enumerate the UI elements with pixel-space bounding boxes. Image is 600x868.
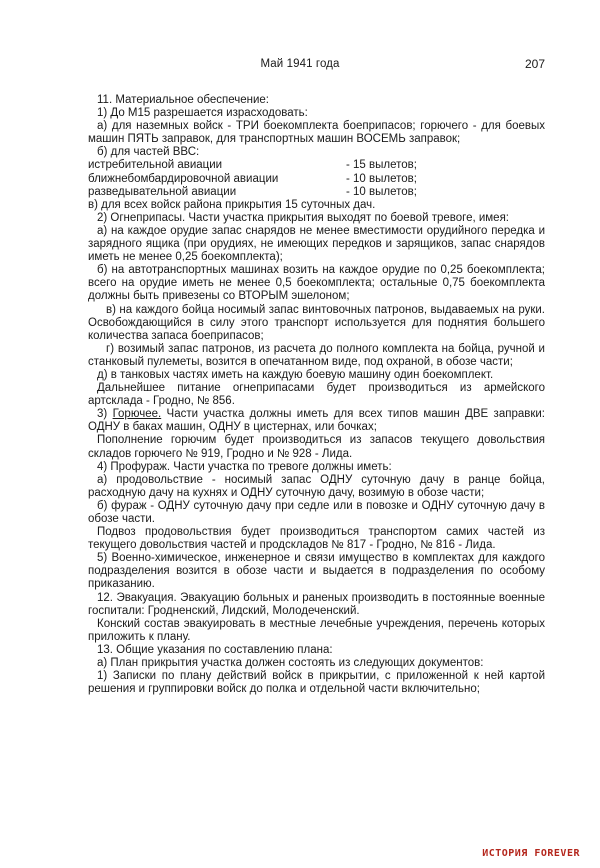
underlined-term: Горючее. [112, 408, 162, 421]
section-12-heading: 12. Эвакуация. Эвакуацию больных и раненых производить в постоянные военные госпитали: Гродненский, Лидский, Молодеченский. [88, 591, 545, 617]
paragraph: в) для всех войск района прикрытия 15 суточных дач. [88, 198, 376, 211]
paragraph: а) для наземных войск - ТРИ боекомплекта боеприпасов; горючего - для боевых машин ПЯТЬ заправок, для транспортных машин ВОСЕМЬ заправок; [88, 120, 545, 146]
paragraph: б) на автотранспортных машинах возить на каждое орудие по 0,25 боекомплекта; всего на орудие иметь не менее 0,5 боекомплекта; остальные 0,75 боекомплекта должны быть привезены со ВТОРЫМ эшелоном; [88, 264, 545, 303]
sorties-count: - 10 вылетов; [346, 185, 417, 198]
paragraph: 2) Огнеприпасы. Части участка прикрытия выходят по боевой тревоге, имея: [97, 211, 510, 224]
paragraph: Конский состав эвакуировать в местные лечебные учреждения, перечень которых приложить к плану. [88, 617, 545, 643]
sorties-row [88, 159, 545, 172]
sorties-row [88, 173, 545, 186]
paragraph: Подвоз продовольствия будет производиться транспортом самих частей из текущего довольствия частей и продскладов № 817 - Гродно, № 816 - Лида. [88, 526, 545, 552]
sorties-count: - 15 вылетов; [346, 159, 417, 172]
paragraph: в) на каждого бойца носимый запас винтовочных патронов, выдаваемых на руки. Освобождающийся в силу этого транспорт используется для поднятия большего количества запаса боеприпасов; [88, 303, 545, 342]
sorties-count: - 10 вылетов; [346, 172, 417, 185]
paragraph: г) возимый запас патронов, из расчета до полного комплекта на бойца, ручной и станковый пулеметы, возится в опечатанном виде, под охраной, в обозе части; [88, 342, 545, 368]
document-body [88, 94, 545, 696]
paragraph-number: 3) [97, 408, 113, 421]
paragraph: б) фураж - ОДНУ суточную дачу при седле или в повозке и ОДНУ суточную дачу в обозе части. [88, 499, 545, 525]
paragraph: а) на каждое орудие запас снарядов не менее вместимости орудийного передка и зарядного ящика (при орудиях, не имеющих передков и зарящиков, запас снарядов иметь не менее 0,25 боекомплекта); [88, 224, 545, 264]
aviation-type: истребительной авиации [88, 159, 223, 172]
section-13-heading: 13. Общие указания по составлению плана: [97, 643, 333, 656]
section-11-heading: 11. Материальное обеспечение: [97, 94, 269, 106]
paragraph: 5) Военно-химическое, инженерное и связи имущество в комплектах для каждого подразделения возится в обозе части и выдается в подразделения по особому приказанию. [88, 552, 545, 591]
paragraph [88, 408, 545, 434]
paragraph: Дальнейшее питание огнеприпасами будет производиться из армейского артсклада - Гродно, № 856. [88, 382, 545, 408]
aviation-type: ближнебомбардировочной авиации [88, 172, 279, 185]
paragraph: 4) Профураж. Части участка по тревоге должны иметь: [97, 460, 392, 473]
paragraph: 1) Записки по плану действий войск в прикрытии, с приложенной к ней картой решения и группировки войск до полка и отдельной части включительно; [88, 670, 545, 696]
paragraph: а) План прикрытия участка должен состоять из следующих документов: [97, 657, 484, 670]
page-header-title: Май 1941 года [260, 58, 340, 70]
paragraph: 1) До М15 разрешается израсходовать: [97, 107, 308, 120]
page-number: 207 [525, 57, 546, 71]
watermark-logo: ИСТОРИЯ FOREVER [482, 848, 580, 859]
sorties-row [88, 186, 545, 199]
paragraph: д) в танковых частях иметь на каждую боевую машину один боекомплект. [97, 368, 494, 381]
paragraph: Пополнение горючим будет производиться из запасов текущего довольствия складов горючего № 919, Гродно и № 928 - Лида. [88, 434, 545, 460]
paragraph: б) для частей ВВС: [97, 146, 200, 159]
aviation-type: разведывательной авиации [88, 185, 237, 198]
paragraph: а) продовольствие - носимый запас ОДНУ суточную дачу в ранце бойца, расходную дачу на кухнях и ОДНУ суточную дачу, возимую в обозе части; [88, 473, 545, 499]
paragraph-text: Части участка должны иметь для всех типов машин ДВЕ заправки: ОДНУ в баках машин, ОДНУ в цистернах, или бочках; [88, 408, 545, 434]
